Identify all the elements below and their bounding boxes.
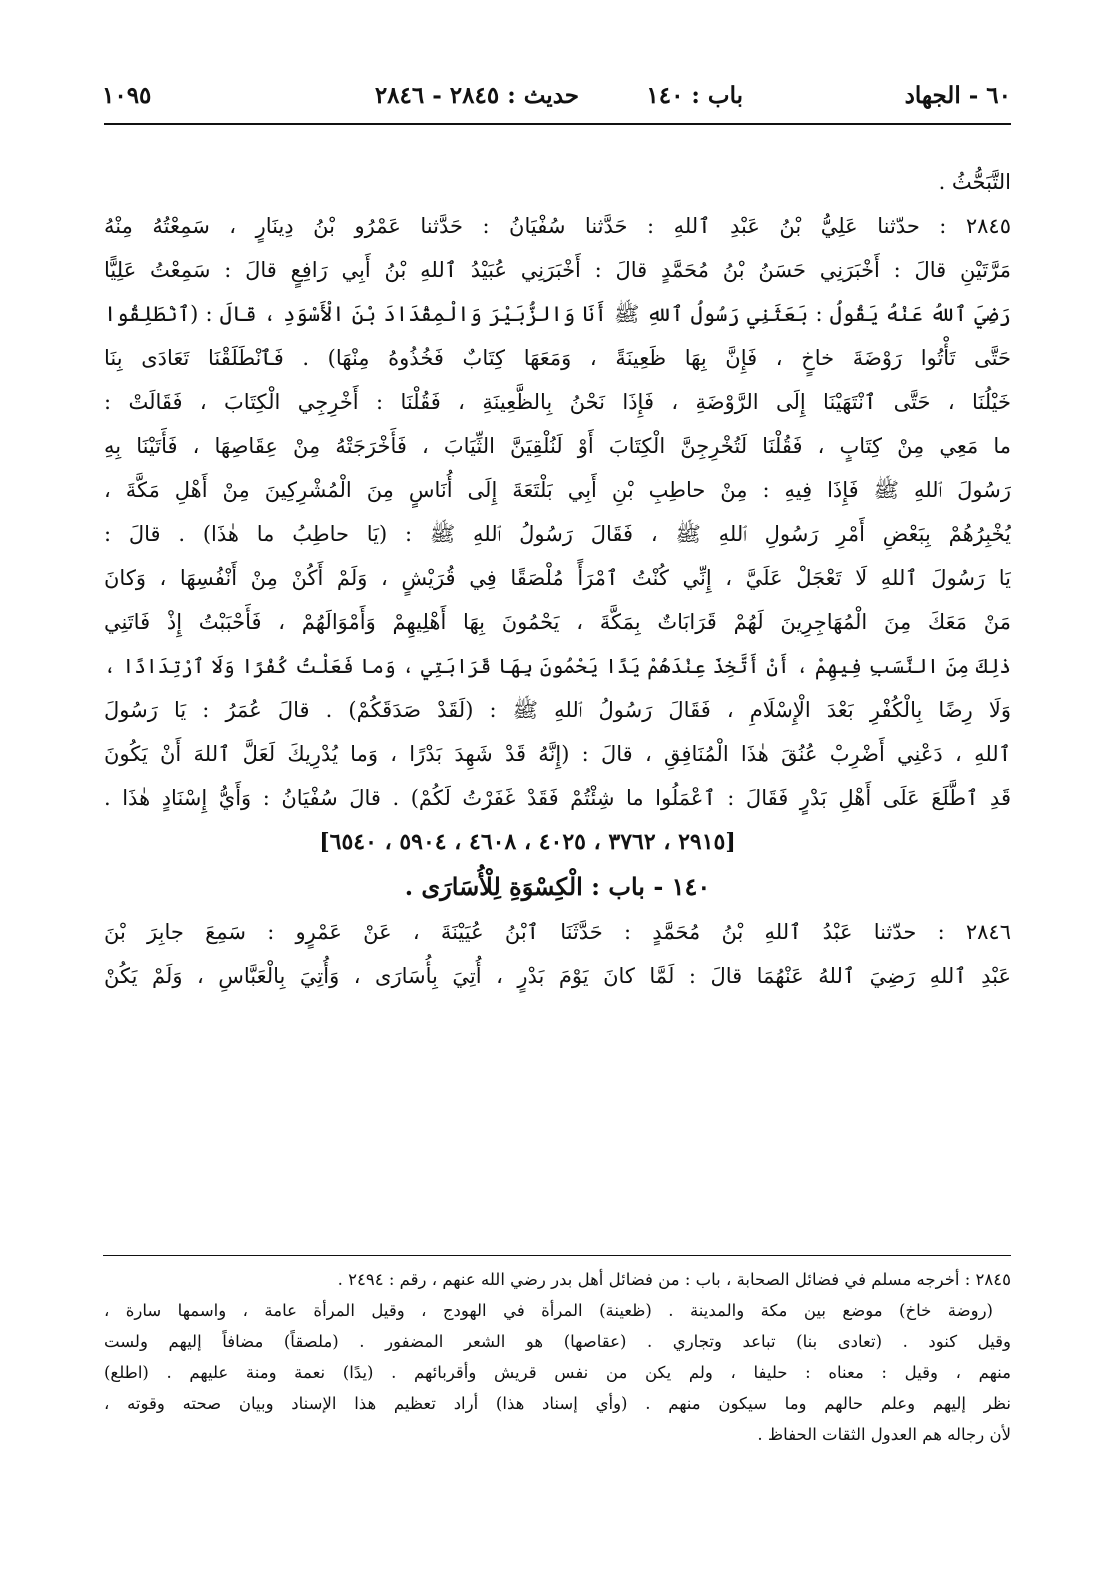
footnote-line: (روضة خاخ) موضع بين مكة والمدينة . (ظعينة) المرأة في الهودج ، وقيل المرأة عامة ، واسمها سارة ، — [104, 1301, 993, 1320]
text-line: رَضِيَ ٱللهُ عَنْهُ يَقُولُ : بَعَثَنِي رَسُولُ ٱللهِ ﷺ أَنَا وَالزُّبَيْرَ وَالْمِقْدَادَ بْنَ الْأَسْوَدِ ، قالَ : (ٱنْطَلِقُوا — [104, 302, 1011, 326]
text-line: عَبْدِ ٱللهِ رَضِيَ ٱللهُ عَنْهُمَا قالَ : لَمَّا كانَ يَوْمَ بَدْرٍ ، أُتِيَ بِأُسَارَى ، وَأُتِيَ بِالْعَبَّاسِ ، وَلَمْ يَكُنْ — [104, 964, 1011, 988]
text-line: وَلَا رِضًا بِالْكُفْرِ بَعْدَ الْإِسْلَامِ ، فَقَالَ رَسُولُ ٱللهِ ﷺ : (لَقَدْ صَدَقَكُمْ) . قالَ عُمَرُ : يَا رَسُولَ — [104, 698, 1011, 722]
footnote-line: وقيل كنود . (تعادى بنا) تباعد وتجاري . (عقاصها) هو الشعر المضفور . (ملصقاً) مضافاً إليهم ولست — [104, 1332, 1011, 1351]
text-line: مَرَّتَيْنِ قالَ : أَخْبَرَنِي حَسَنُ بْنُ مُحَمَّدٍ قالَ : أَخْبَرَنِي عُبَيْدُ ٱللهِ بْنُ أَبِي رَافِعٍ قالَ : سَمِعْتُ عَلِيًّا — [104, 258, 1011, 282]
text-line: خَيْلُنَا ، حَتَّى ٱنْتَهَيْنَا إِلَى الرَّوْضَةِ ، فَإِذَا نَحْنُ بِالظَّعِينَةِ ، فَقُلْنَا : أَخْرِجِي الْكِتَابَ ، فَقَالَتْ : — [104, 390, 1011, 414]
chapter-heading: ١٤٠ - باب : الْكِسْوَةِ لِلْأُسَارَى . — [404, 872, 711, 901]
footnote-line: لأن رجاله هم العدول الثقات الحفاظ . — [757, 1425, 1011, 1444]
header-rule — [104, 123, 1011, 125]
bab-number: باب : ١٤٠ — [646, 82, 743, 109]
page-number: ١٠٩٥ — [102, 82, 152, 109]
text-line: ٢٨٤٥ : حدّثنا عَلِيُّ بْنُ عَبْدِ ٱللهِ : حَدَّثنا سُفْيَانُ : حَدَّثنا عَمْرُو بْنُ دِينَارٍ ، سَمِعْتُهُ مِنْهُ — [104, 214, 1011, 238]
text-line: رَسُولَ ٱللهِ ﷺ فَإِذَا فِيهِ : مِنْ حاطِبِ بْنِ أَبِي بَلْتَعَةَ إِلَى أُنَاسٍ مِنَ الْمُشْرِكِينَ مِنْ أَهْلِ مَكَّةَ ، — [104, 478, 1011, 502]
running-header — [102, 76, 1011, 116]
text-line: ما مَعِي مِنْ كِتَابٍ ، فَقُلْنَا لَتُخْرِجِنَّ الْكِتَابَ أَوْ لَنُلْقِيَنَّ الثِّيَابَ ، فَأَخْرَجَتْهُ مِنْ عِقَاصِهَا ، فَأَتَيْنَا بِهِ — [104, 434, 1011, 458]
text-line: التَّبَحُّثُ . — [938, 170, 1011, 194]
text-line: مَنْ مَعَكَ مِنَ الْمُهَاجِرِينَ لَهُمْ قَرَابَاتٌ بِمَكَّةَ ، يَحْمُونَ بِهَا أَهْلِيهِمْ وَأَمْوَالَهُمْ ، فَأَحْبَبْتُ إِذْ فَاتَنِي — [104, 610, 1011, 634]
text-line: ذٰلِكَ مِنَ النَّسَبِ فِيهِمْ ، أَنْ أَتَّخِذَ عِنْدَهُمْ يَدًا يَحْمُونَ بِهَا قَرَابَتِي ، وَما فَعَلْتُ كُفْرًا وَلَا ٱرْتِدَادًا ، — [104, 654, 1011, 678]
footnote-rule — [103, 1255, 1011, 1256]
text-line: يُخْبِرُهُمْ بِبَعْضِ أَمْرِ رَسُولِ ٱللهِ ﷺ ، فَقَالَ رَسُولُ ٱللهِ ﷺ : (يَا حاطِبُ ما هٰذَا) . قالَ : — [104, 522, 1011, 546]
text-line: قَدِ ٱطَّلَعَ عَلَى أَهْلِ بَدْرٍ فَقَالَ : ٱعْمَلُوا ما شِئْتُمْ فَقَدْ غَفَرْتُ لَكُمْ) . قالَ سُفْيَانُ : وَأَيُّ إِسْنَادٍ هٰذَا . — [104, 786, 1011, 810]
main-text — [104, 160, 1011, 998]
footnotes — [104, 1264, 1011, 1450]
text-line: حَتَّى تَأْتُوا رَوْضَةَ خاخٍ ، فَإِنَّ بِهَا ظَعِينَةً ، وَمَعَهَا كِتَابٌ فَخُذُوهُ مِنْهَا) . فَٱنْطَلَقْنَا تَعَادَى بِنَا — [104, 346, 1011, 370]
text-line: يَا رَسُولَ ٱللهِ لَا تَعْجَلْ عَلَيَّ ، إِنِّي كُنْتُ ٱمْرَأً مُلْصَقًا فِي قُرَيْشٍ ، وَلَمْ أَكُنْ مِنْ أَنْفُسِهَا ، وَكانَ — [104, 566, 1011, 590]
text-line: ٢٨٤٦ : حدّثنا عَبْدُ ٱللهِ بْنُ مُحَمَّدٍ : حَدَّثَنَا ٱبْنُ عُيَيْنَةَ ، عَنْ عَمْرٍو : سَمِعَ جابِرَ بْنَ — [104, 920, 1011, 944]
hadith-range: حديث : ٢٨٤٥ - ٢٨٤٦ — [374, 82, 579, 109]
footnote-line: منهم ، وقيل : معناه : حليفا ، ولم يكن من نفس قريش وأقربائهم . (يدًا) نعمة ومنة عليهم . (اطلع) — [104, 1363, 1011, 1382]
footnote-line: نظر إليهم وعلم حالهم وما سيكون منهم . (وأي إسناد هذا) أراد تعظيم هذا الإسناد وبيان صحته وقوته ، — [104, 1394, 1011, 1413]
cross-references: [٢٩١٥ ، ٣٧٦٢ ، ٤٠٢٥ ، ٤٦٠٨ ، ٥٩٠٤ ، ٦٥٤٠] — [319, 829, 736, 855]
footnote-line: ٢٨٤٥ : أخرجه مسلم في فضائل الصحابة ، باب : من فضائل أهل بدر رضي الله عنهم ، رقم : ٢٤٩٤ . — [337, 1270, 1011, 1289]
text-line: ٱللهِ ، دَعْنِي أَضْرِبْ عُنُقَ هٰذَا الْمُنَافِقِ ، قالَ : (إِنَّهُ قَدْ شَهِدَ بَدْرًا ، وَما يُدْرِيكَ لَعَلَّ ٱللهَ أَنْ يَكُونَ — [104, 742, 1011, 766]
chapter-title: ٦٠ - الجهاد — [904, 82, 1011, 109]
